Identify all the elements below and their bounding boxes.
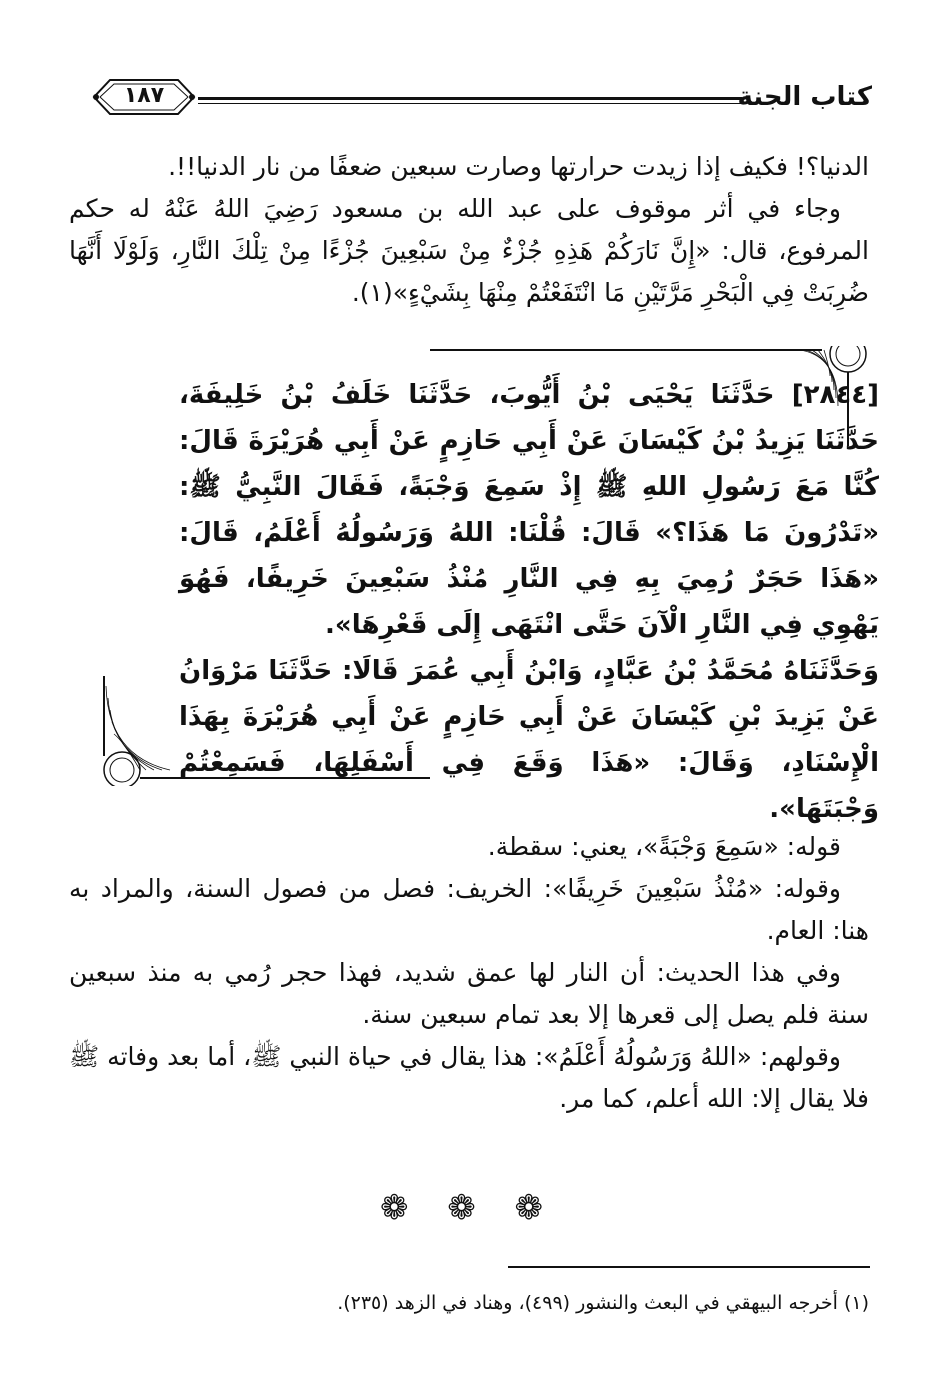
commentary-paragraph: وقولهم: «اللهُ وَرَسُولُهُ أَعْلَمُ»: هذا يقال في حياة النبي ﷺ، أما بعد وفاته ﷺ فلا يقال إلا: الله أعلم، كما مر. <box>69 1042 869 1113</box>
commentary <box>69 826 869 1120</box>
commentary-paragraph: وقوله: «مُنْذُ سَبْعِينَ خَرِيفًا»: الخريف: فصل من فصول السنة، والمراد به هنا: العام. <box>69 874 869 945</box>
page-header <box>90 64 872 124</box>
intro-line: الدنيا؟! فكيف إذا زيدت حرارتها وصارت سبعين ضعفًا من نار الدنيا!!. <box>168 152 869 181</box>
intro-paragraph: وجاء في أثر موقوف على عبد الله بن مسعود رَضِيَ اللهُ عَنْهُ له حكم المرفوع، قال: «إِنَّ نَارَكُمْ هَذِهِ جُزْءٌ مِنْ سَبْعِينَ جُزْءًا مِنْ تِلْكَ النَّارِ، وَلَوْلَا أَنَّهَا ضُرِبَتْ فِي الْبَحْرِ مَرَّتَيْنِ مَا انْتَفَعْتُمْ مِنْهَا بِشَيْءٍ»(١). <box>69 194 869 307</box>
commentary-paragraph: قوله: «سَمِعَ وَجْبَةً»، يعني: سقطة. <box>487 832 841 861</box>
footnote <box>69 1288 869 1318</box>
page-number-frame <box>90 74 198 120</box>
section-separator: ❁ ❁ ❁ <box>379 1188 558 1228</box>
commentary-paragraph: وفي هذا الحديث: أن النار لها عمق شديد، فهذا حجر رُمي به منذ سبعين سنة فلم يصل إلى قعرها إلا بعد تمام سبعين سنة. <box>69 958 869 1029</box>
header-rule <box>198 97 742 104</box>
footnote-text: (١) أخرجه البيهقي في البعث والنشور (٤٩٩)، وهناد في الزهد (٢٣٥). <box>337 1292 869 1314</box>
hadith-paragraph: [٢٨٤٤] حَدَّثَنَا يَحْيَى بْنُ أَيُّوبَ، حَدَّثَنَا خَلَفُ بْنُ خَلِيفَةَ، حَدَّثَنَا يَزِيدُ بْنُ كَيْسَانَ عَنْ أَبِي حَازِمٍ عَنْ أَبِي هُرَيْرَةَ قَالَ: كُنَّا مَعَ رَسُولِ اللهِ ﷺ إِذْ سَمِعَ وَجْبَةً، فَقَالَ النَّبِيُّ ﷺ: «تَدْرُونَ مَا هَذَا؟» قَالَ: قُلْنَا: اللهُ وَرَسُولُهُ أَعْلَمُ، قَالَ: «هَذَا حَجَرٌ رُمِيَ بِهِ فِي النَّارِ مُنْذُ سَبْعِينَ خَرِيفًا، فَهُوَ يَهْوِي فِي النَّارِ الْآنَ حَتَّى انْتَهَى إِلَى قَعْرِهَا». <box>179 380 879 640</box>
footnote-rule <box>508 1266 870 1268</box>
hadith-text <box>179 372 879 832</box>
intro-text <box>69 146 869 314</box>
page-title: كتاب الجنة <box>737 82 872 112</box>
page-number: ١٨٧ <box>123 83 165 108</box>
hadith-paragraph: وَحَدَّثَنَاهُ مُحَمَّدُ بْنُ عَبَّادٍ، وَابْنُ أَبِي عُمَرَ قَالَا: حَدَّثَنَا مَرْوَانُ عَنْ يَزِيدَ بْنِ كَيْسَانَ عَنْ أَبِي حَازِمٍ عَنْ أَبِي هُرَيْرَةَ بِهَذَا الْإِسْنَادِ، وَقَالَ: «هَذَا وَقَعَ فِي أَسْفَلِهَا، فَسَمِعْتُمْ وَجْبَتَهَا». <box>179 656 879 824</box>
